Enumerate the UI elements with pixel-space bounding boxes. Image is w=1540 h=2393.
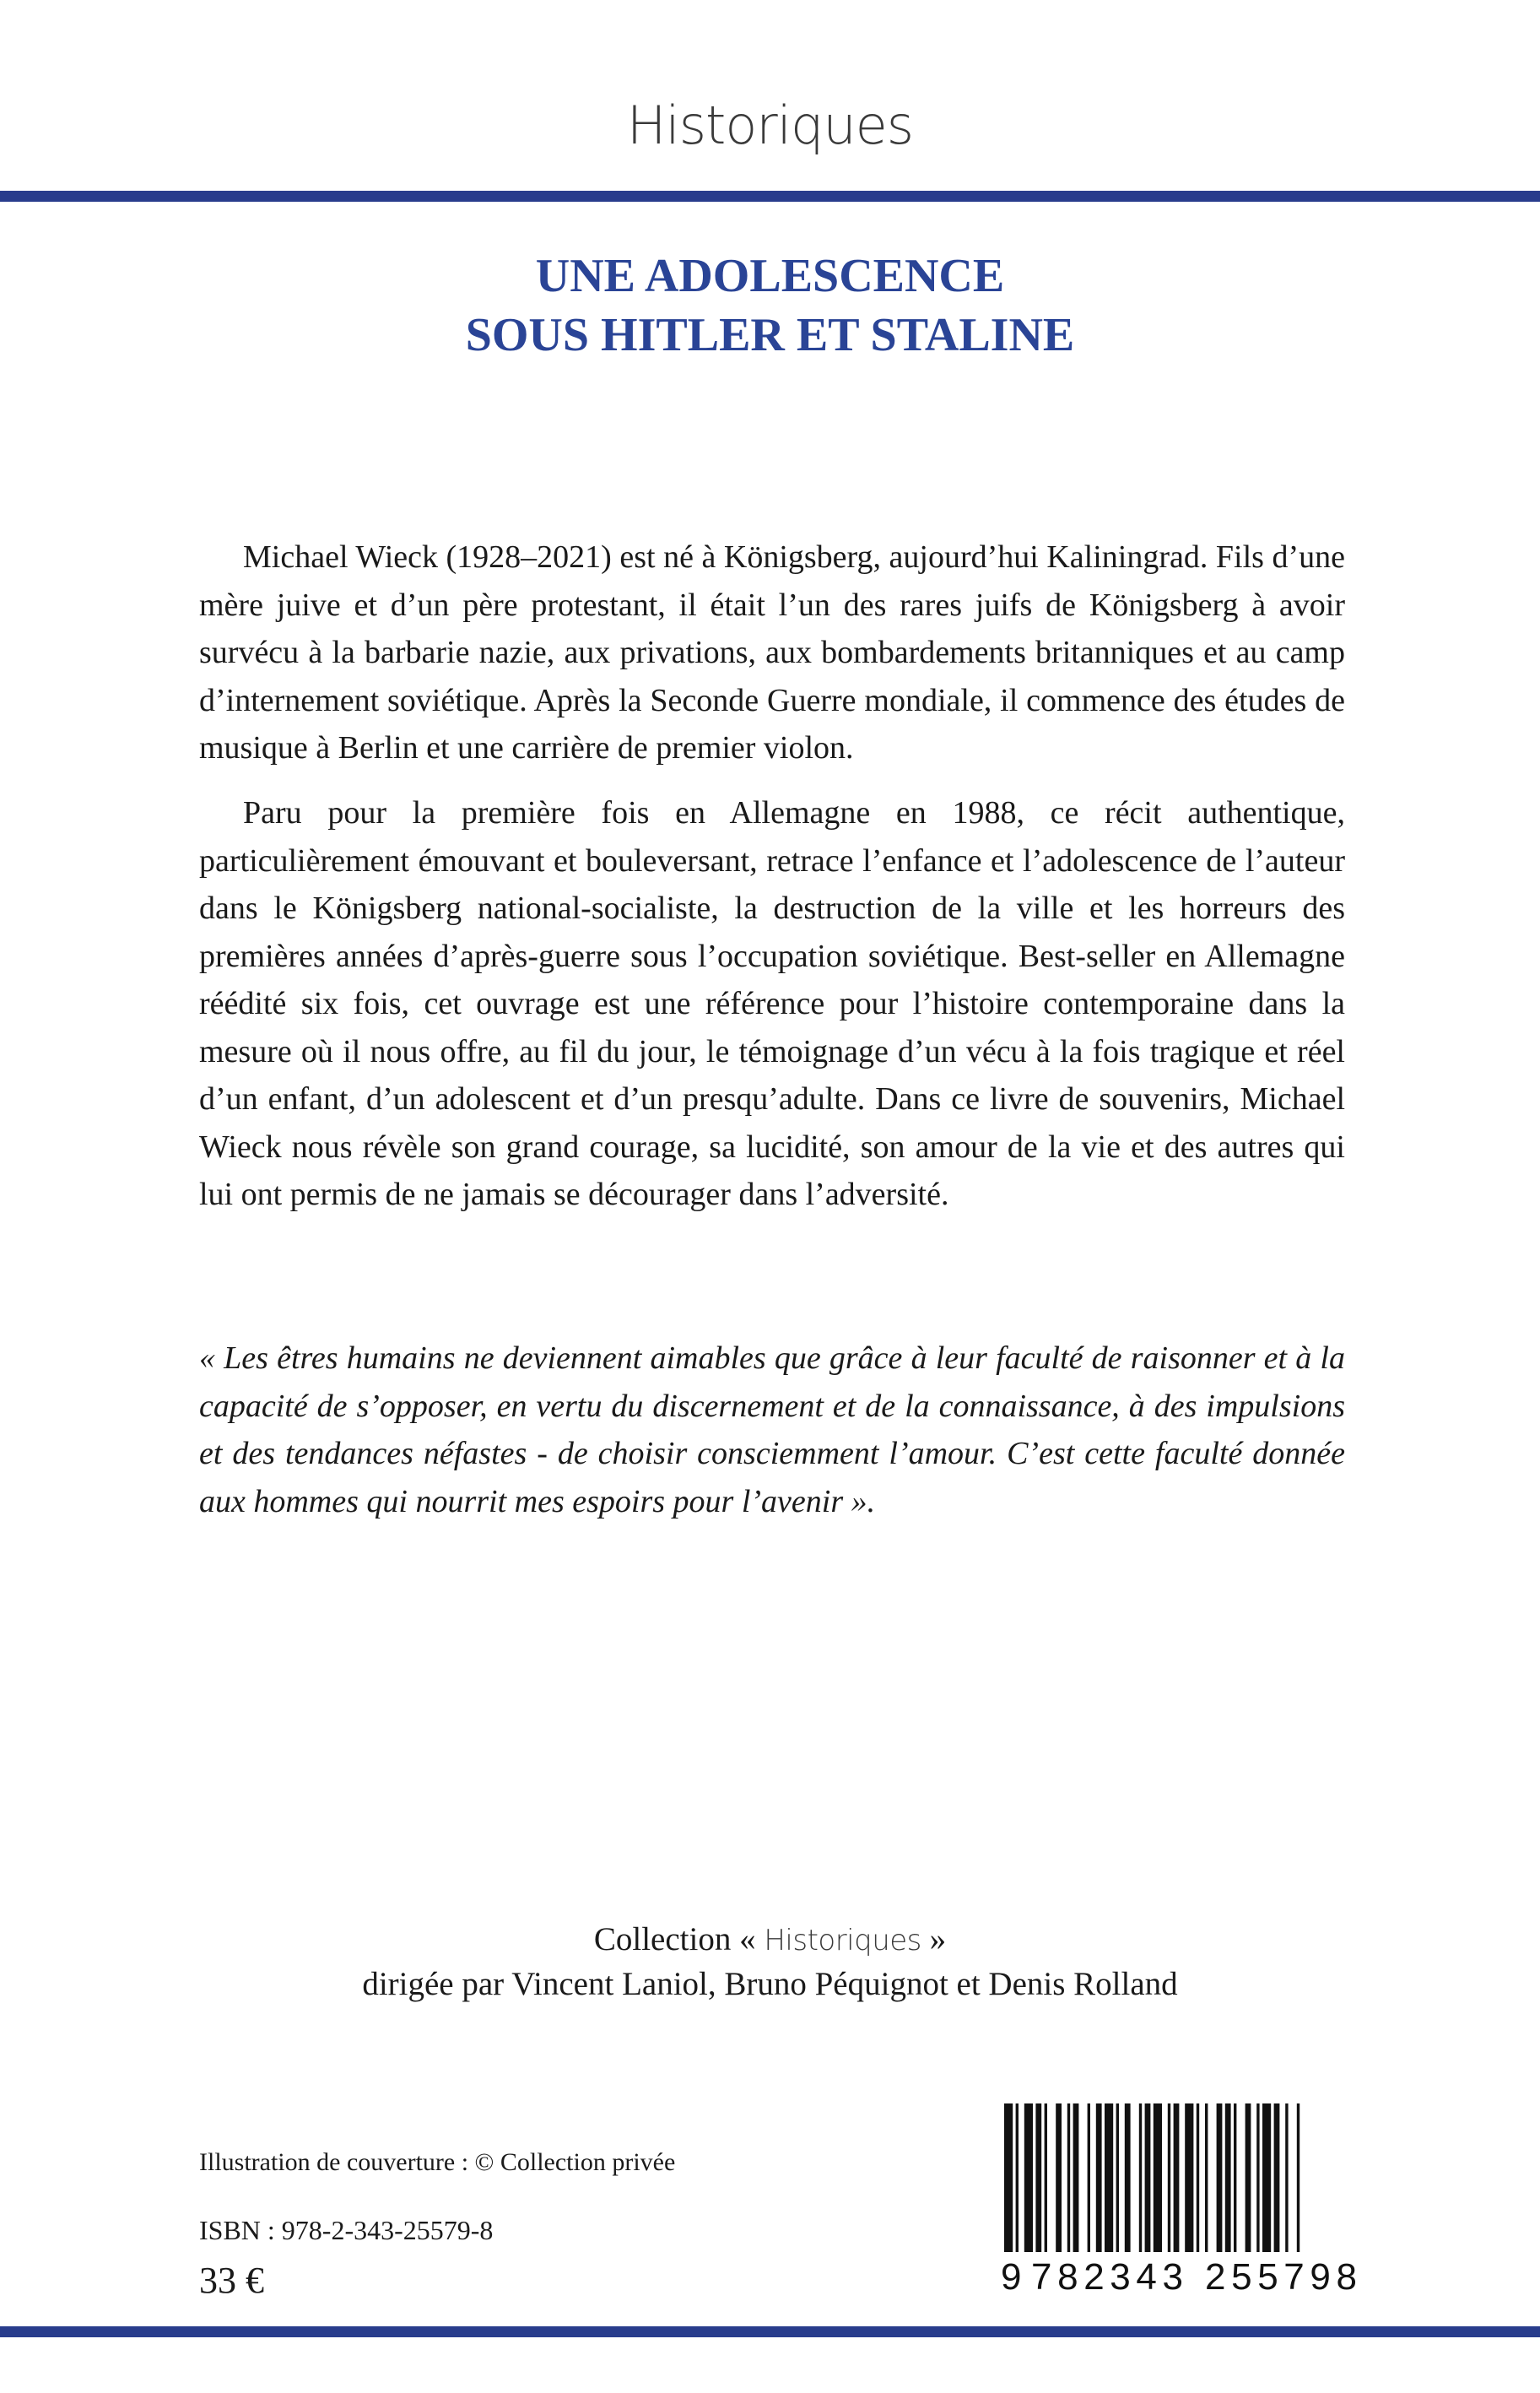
isbn: ISBN : 978-2-343-25579-8 xyxy=(199,2215,494,2245)
barcode-digit-first: 9 xyxy=(1001,2256,1022,2294)
bottom-rule xyxy=(0,2326,1540,2337)
collection-info xyxy=(0,1918,1540,2006)
barcode-bar xyxy=(1088,2103,1090,2252)
summary-paragraph-2-text: Paru pour la première fois en Allemagne en 1988, ce récit authentique, particulièrement émouvant et bouleversant, retrace l’enfance et l’adolescence de l’auteur dans le Königsberg national-socialiste, la destruction de la ville et les horreurs des premières années d’après-guerre sous l’occupation soviétique. Best-seller en Allemagne réédité six fois, cet ouvrage est une référence pour l’histoire contemporaine dans la mesure où il nous offre, au fil du jour, le témoignage d’un vécu à la fois tragique et réel d’un enfant, d’un adolescent et d’un presqu’adulte. Dans ce livre de souvenirs, Michael Wieck nous révèle son grand courage, sa lucidité, son amour de la vie et des autres qui lui ont permis de ne jamais se décourager dans l’adversité. xyxy=(199,795,1345,1212)
isbn-barcode xyxy=(994,2098,1382,2294)
barcode-bar xyxy=(1274,2103,1280,2252)
barcode-digits-group-2: 255798 xyxy=(1205,2256,1357,2294)
barcode-bar xyxy=(1246,2103,1251,2252)
summary-paragraph-1 xyxy=(199,533,1345,772)
title-line-1: UNE ADOLESCENCE xyxy=(535,250,1005,302)
barcode-graphic xyxy=(994,2098,1382,2294)
book-title xyxy=(0,246,1540,365)
summary-paragraph-2 xyxy=(199,789,1345,1219)
author-quote: « Les êtres humains ne deviennent aimables que grâce à leur faculté de raisonner et à la capacité de s’opposer, en vertu du discernement et de la connaissance, à des impulsions et des tendances néfastes - de choisir consciemment l’amour. C’est cette faculté donnée aux hommes qui nourrit mes espoirs pour l’avenir ». xyxy=(199,1340,1345,1519)
barcode-digits-group-1: 782343 xyxy=(1031,2256,1183,2294)
barcode-bar xyxy=(1096,2103,1102,2252)
price: 33 € xyxy=(199,2260,264,2301)
barcode-bar xyxy=(1056,2103,1062,2252)
barcode-bar xyxy=(1024,2103,1033,2252)
series-logo: Historiques xyxy=(626,95,914,156)
barcode-bar xyxy=(1073,2103,1079,2252)
barcode-bar xyxy=(1035,2103,1041,2252)
barcode-bar xyxy=(1145,2103,1151,2252)
barcode-bar xyxy=(1067,2103,1070,2252)
title-line-2: SOUS HITLER ET STALINE xyxy=(465,309,1075,361)
barcode-bar xyxy=(1045,2103,1047,2252)
barcode-bar xyxy=(1234,2103,1236,2252)
collection-directors: dirigée par Vincent Laniol, Bruno Péquignot et Denis Rolland xyxy=(362,1966,1178,2002)
barcode-bar xyxy=(1116,2103,1119,2252)
collection-suffix: » xyxy=(929,1921,947,1957)
barcode-bar xyxy=(1262,2103,1271,2252)
collection-line xyxy=(0,1918,1540,1963)
barcode-bars xyxy=(1004,2103,1300,2252)
barcode-bar xyxy=(1139,2103,1142,2252)
top-rule xyxy=(0,191,1540,202)
barcode-bar xyxy=(1174,2103,1180,2252)
barcode-bar xyxy=(1105,2103,1113,2252)
barcode-bar xyxy=(1297,2103,1300,2252)
barcode-bar xyxy=(1125,2103,1131,2252)
barcode-bar xyxy=(1197,2103,1199,2252)
cover-credit: Illustration de couverture : © Collection privée xyxy=(199,2148,676,2176)
summary-paragraph-1-text: Michael Wieck (1928–2021) est né à Königsberg, aujourd’hui Kaliningrad. Fils d’une mère juive et d’un père protestant, il était l’un des rares juifs de Königsberg à avoir survécu à la barbarie nazie, aux privations, aux bombardements britanniques et au camp d’internement soviétique. Après la Seconde Guerre mondiale, il commence des études de musique à Berlin et une carrière de premier violon. xyxy=(199,539,1345,766)
barcode-bar xyxy=(1154,2103,1162,2252)
barcode-bar xyxy=(1205,2103,1208,2252)
barcode-bar xyxy=(1004,2103,1013,2252)
barcode-bar xyxy=(1256,2103,1259,2252)
collection-prefix: Collection « xyxy=(593,1921,756,1957)
barcode-bar xyxy=(1217,2103,1223,2252)
barcode-bar xyxy=(1016,2103,1019,2252)
collection-series-logo: Historiques xyxy=(764,1924,921,1957)
barcode-bar xyxy=(1225,2103,1231,2252)
barcode-bar xyxy=(1168,2103,1170,2252)
barcode-bar xyxy=(1185,2103,1193,2252)
barcode-bar xyxy=(1285,2103,1288,2252)
